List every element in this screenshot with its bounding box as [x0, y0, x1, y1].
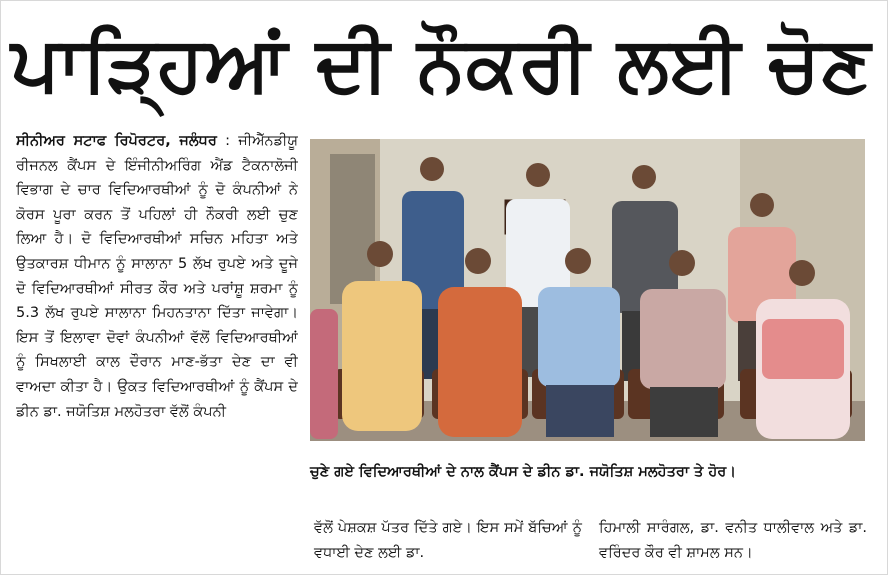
article-body-right: ਹਿਮਾਲੀ ਸਾਰੰਗਲ, ਡਾ. ਵਨੀਤ ਧਾਲੀਵਾਲ ਅਤੇ ਡਾ. ਵਰਿੰਦਰ ਕੌਰ ਵੀ ਸ਼ਾਮਲ ਸਨ।: [599, 520, 867, 561]
group-photo-illustration: [310, 139, 865, 441]
headline: ਪਾੜ੍ਹਿਆਂ ਦੀ ਨੌਕਰੀ ਲਈ ਚੋਣ: [11, 19, 872, 108]
group-photo: [310, 139, 865, 441]
byline: ਸੀਨੀਅਰ ਸਟਾਫ ਰਿਪੋਰਟਰ, ਜਲੰਧਰ: [16, 133, 217, 149]
article-column-left: [16, 129, 298, 569]
article-body-left: : ਜੀਐੱਨਡੀਯੂ ਰੀਜਨਲ ਕੈਂਪਸ ਦੇ ਇੰਜੀਨੀਅਰਿੰਗ ਐਂਡ ਟੈਕਨਾਲੋਜੀ ਵਿਭਾਗ ਦੇ ਚਾਰ ਵਿਦਿਆਰਥੀਆਂ ਨੂੰ ਦੋ ਕੰਪਨੀਆਂ ਨੇ ਕੋਰਸ ਪੂਰਾ ਕਰਨ ਤੋਂ ਪਹਿਲਾਂ ਹੀ ਨੌਕਰੀ ਲਈ ਚੁਣ ਲਿਆ ਹੈ। ਦੋ ਵਿਦਿਆਰਥੀਆਂ ਸਚਿਨ ਮਹਿਤਾ ਅਤੇ ਉਤਕਾਰਸ਼ ਧੀਮਾਨ ਨੂੰ ਸਾਲਾਨਾ 5 ਲੱਖ ਰੁਪਏ ਅਤੇ ਦੂਜੇ ਦੋ ਵਿਦਿਆਰਥੀਆਂ ਸੀਰਤ ਕੌਰ ਅਤੇ ਪਰਾਂਸ਼ੂ ਸ਼ਰਮਾ ਨੂੰ 5.3 ਲੱਖ ਰੁਪਏ ਸਾਲਾਨਾ ਮਿਹਨਤਾਨਾ ਦਿੱਤਾ ਜਾਵੇਗਾ। ਇਸ ਤੋਂ ਇਲਾਵਾ ਦੋਵਾਂ ਕੰਪਨੀਆਂ ਵੱਲੋਂ ਵਿਦਿਆਰਥੀਆਂ ਨੂੰ ਸਿਖਲਾਈ ਕਾਲ ਦੌਰਾਨ ਮਾਣ-ਭੱਤਾ ਦੇਣ ਦਾ ਵੀ ਵਾਅਦਾ ਕੀਤਾ ਹੈ। ਉਕਤ ਵਿਦਿਆਰਥੀਆਂ ਨੂੰ ਕੈਂਪਸ ਦੇ ਡੀਨ ਡਾ. ਜਯੋਤਿਸ਼ ਮਲਹੋਤਰਾ ਵੱਲੋਂ ਕੰਪਨੀ: [16, 133, 298, 420]
article-body-middle: ਵੱਲੋਂ ਪੇਸ਼ਕਸ਼ ਪੱਤਰ ਦਿੱਤੇ ਗਏ। ਇਸ ਸਮੇਂ ਬੱਚਿਆਂ ਨੂੰ ਵਧਾਈ ਦੇਣ ਲਈ ਡਾ.: [314, 520, 582, 561]
photo-caption: ਚੁਣੇ ਗਏ ਵਿਦਿਆਰਥੀਆਂ ਦੇ ਨਾਲ ਕੈਂਪਸ ਦੇ ਡੀਨ ਡਾ. ਜਯੋਤਿਸ਼ ਮਲਹੋਤਰਾ ਤੇ ਹੋਰ।: [310, 464, 737, 480]
